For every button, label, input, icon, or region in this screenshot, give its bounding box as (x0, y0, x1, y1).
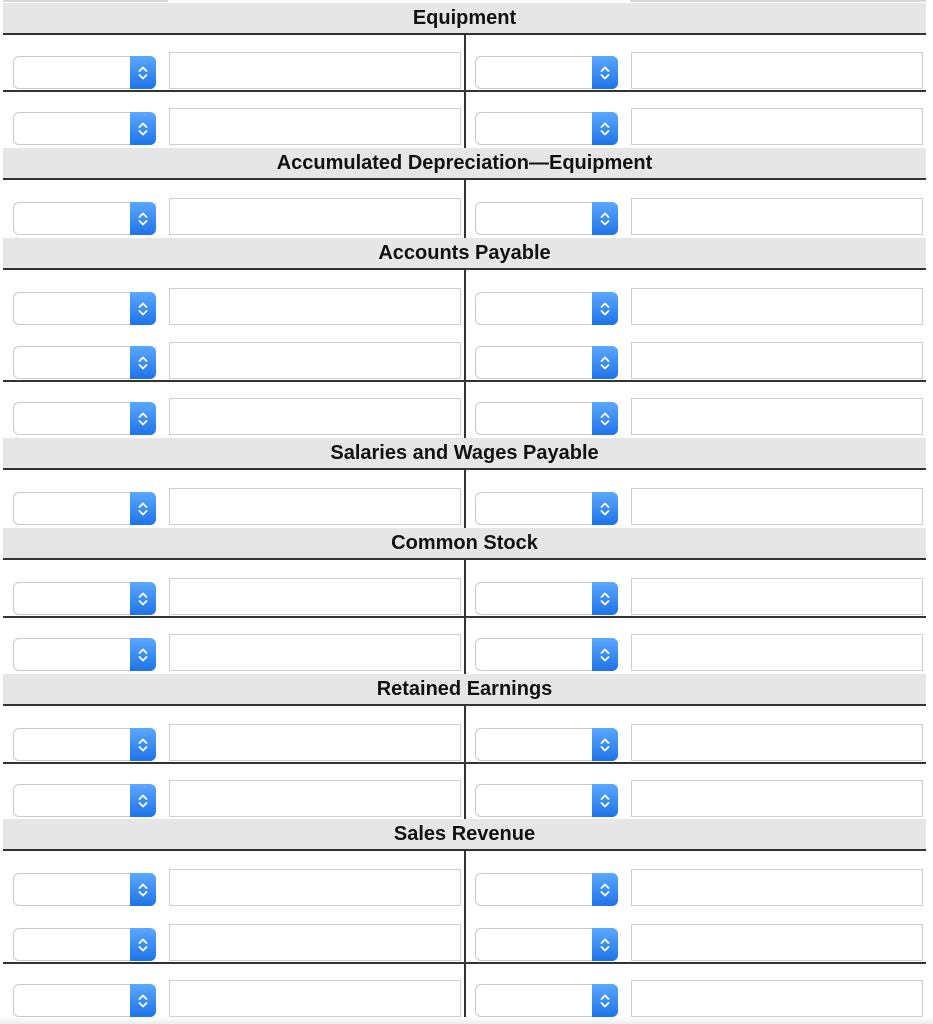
up-down-chevron-icon[interactable] (592, 292, 618, 325)
section-header: Accounts Payable (3, 238, 926, 270)
total-rule (3, 380, 926, 382)
credit-amount-input[interactable] (631, 398, 923, 435)
debit-account-select[interactable] (13, 492, 156, 525)
up-down-chevron-icon[interactable] (592, 873, 618, 906)
up-down-chevron-icon[interactable] (592, 984, 618, 1017)
debit-amount-input[interactable] (169, 924, 461, 961)
credit-amount-input[interactable] (631, 198, 923, 235)
debit-amount-input[interactable] (169, 398, 461, 435)
debit-amount-input[interactable] (169, 869, 461, 906)
total-rule (3, 962, 926, 964)
up-down-chevron-icon[interactable] (130, 582, 156, 615)
credit-amount-input[interactable] (631, 288, 923, 325)
debit-account-select[interactable] (13, 928, 156, 961)
up-down-chevron-icon[interactable] (592, 784, 618, 817)
credit-amount-input[interactable] (631, 488, 923, 525)
credit-account-select[interactable] (475, 984, 618, 1017)
debit-account-select[interactable] (13, 582, 156, 615)
t-account-divider (464, 470, 466, 528)
up-down-chevron-icon[interactable] (130, 784, 156, 817)
debit-amount-input[interactable] (169, 342, 461, 379)
credit-amount-input[interactable] (631, 52, 923, 89)
section-header: Salaries and Wages Payable (3, 438, 926, 470)
up-down-chevron-icon[interactable] (130, 928, 156, 961)
section-header: Retained Earnings (3, 674, 926, 706)
up-down-chevron-icon[interactable] (130, 638, 156, 671)
section-header: Equipment (3, 3, 926, 35)
credit-amount-input[interactable] (631, 980, 923, 1017)
up-down-chevron-icon[interactable] (592, 492, 618, 525)
top-edge (630, 0, 926, 2)
credit-account-select[interactable] (475, 112, 618, 145)
total-rule (3, 616, 926, 618)
t-account-divider (464, 851, 466, 1024)
debit-amount-input[interactable] (169, 980, 461, 1017)
debit-account-select[interactable] (13, 346, 156, 379)
up-down-chevron-icon[interactable] (592, 928, 618, 961)
credit-account-select[interactable] (475, 928, 618, 961)
up-down-chevron-icon[interactable] (592, 402, 618, 435)
credit-account-select[interactable] (475, 56, 618, 89)
up-down-chevron-icon[interactable] (592, 112, 618, 145)
credit-amount-input[interactable] (631, 924, 923, 961)
section-header: Common Stock (3, 528, 926, 560)
debit-account-select[interactable] (13, 873, 156, 906)
up-down-chevron-icon[interactable] (130, 492, 156, 525)
debit-amount-input[interactable] (169, 634, 461, 671)
credit-amount-input[interactable] (631, 108, 923, 145)
debit-account-select[interactable] (13, 292, 156, 325)
debit-account-select[interactable] (13, 784, 156, 817)
debit-amount-input[interactable] (169, 578, 461, 615)
debit-account-select[interactable] (13, 402, 156, 435)
up-down-chevron-icon[interactable] (592, 202, 618, 235)
debit-amount-input[interactable] (169, 52, 461, 89)
up-down-chevron-icon[interactable] (130, 346, 156, 379)
top-edge (3, 0, 168, 2)
bottom-edge (0, 1017, 933, 1024)
debit-account-select[interactable] (13, 202, 156, 235)
credit-account-select[interactable] (475, 784, 618, 817)
debit-amount-input[interactable] (169, 780, 461, 817)
debit-amount-input[interactable] (169, 198, 461, 235)
up-down-chevron-icon[interactable] (130, 873, 156, 906)
debit-account-select[interactable] (13, 56, 156, 89)
up-down-chevron-icon[interactable] (592, 346, 618, 379)
up-down-chevron-icon[interactable] (130, 112, 156, 145)
section-header: Sales Revenue (3, 819, 926, 851)
credit-account-select[interactable] (475, 638, 618, 671)
up-down-chevron-icon[interactable] (130, 292, 156, 325)
up-down-chevron-icon[interactable] (592, 56, 618, 89)
credit-account-select[interactable] (475, 873, 618, 906)
debit-amount-input[interactable] (169, 724, 461, 761)
credit-amount-input[interactable] (631, 342, 923, 379)
section-header: Accumulated Depreciation—Equipment (3, 148, 926, 180)
t-account-divider (464, 180, 466, 238)
credit-account-select[interactable] (475, 346, 618, 379)
debit-account-select[interactable] (13, 984, 156, 1017)
up-down-chevron-icon[interactable] (592, 728, 618, 761)
up-down-chevron-icon[interactable] (130, 728, 156, 761)
up-down-chevron-icon[interactable] (130, 402, 156, 435)
credit-account-select[interactable] (475, 728, 618, 761)
t-account-divider (464, 270, 466, 438)
debit-account-select[interactable] (13, 112, 156, 145)
credit-account-select[interactable] (475, 202, 618, 235)
debit-amount-input[interactable] (169, 108, 461, 145)
up-down-chevron-icon[interactable] (130, 56, 156, 89)
up-down-chevron-icon[interactable] (130, 984, 156, 1017)
debit-account-select[interactable] (13, 638, 156, 671)
credit-amount-input[interactable] (631, 724, 923, 761)
credit-amount-input[interactable] (631, 780, 923, 817)
up-down-chevron-icon[interactable] (592, 582, 618, 615)
credit-amount-input[interactable] (631, 634, 923, 671)
credit-account-select[interactable] (475, 402, 618, 435)
debit-amount-input[interactable] (169, 488, 461, 525)
credit-amount-input[interactable] (631, 869, 923, 906)
credit-account-select[interactable] (475, 292, 618, 325)
total-rule (3, 90, 926, 92)
debit-account-select[interactable] (13, 728, 156, 761)
up-down-chevron-icon[interactable] (130, 202, 156, 235)
credit-amount-input[interactable] (631, 578, 923, 615)
total-rule (3, 762, 926, 764)
credit-account-select[interactable] (475, 492, 618, 525)
debit-amount-input[interactable] (169, 288, 461, 325)
credit-account-select[interactable] (475, 582, 618, 615)
up-down-chevron-icon[interactable] (592, 638, 618, 671)
